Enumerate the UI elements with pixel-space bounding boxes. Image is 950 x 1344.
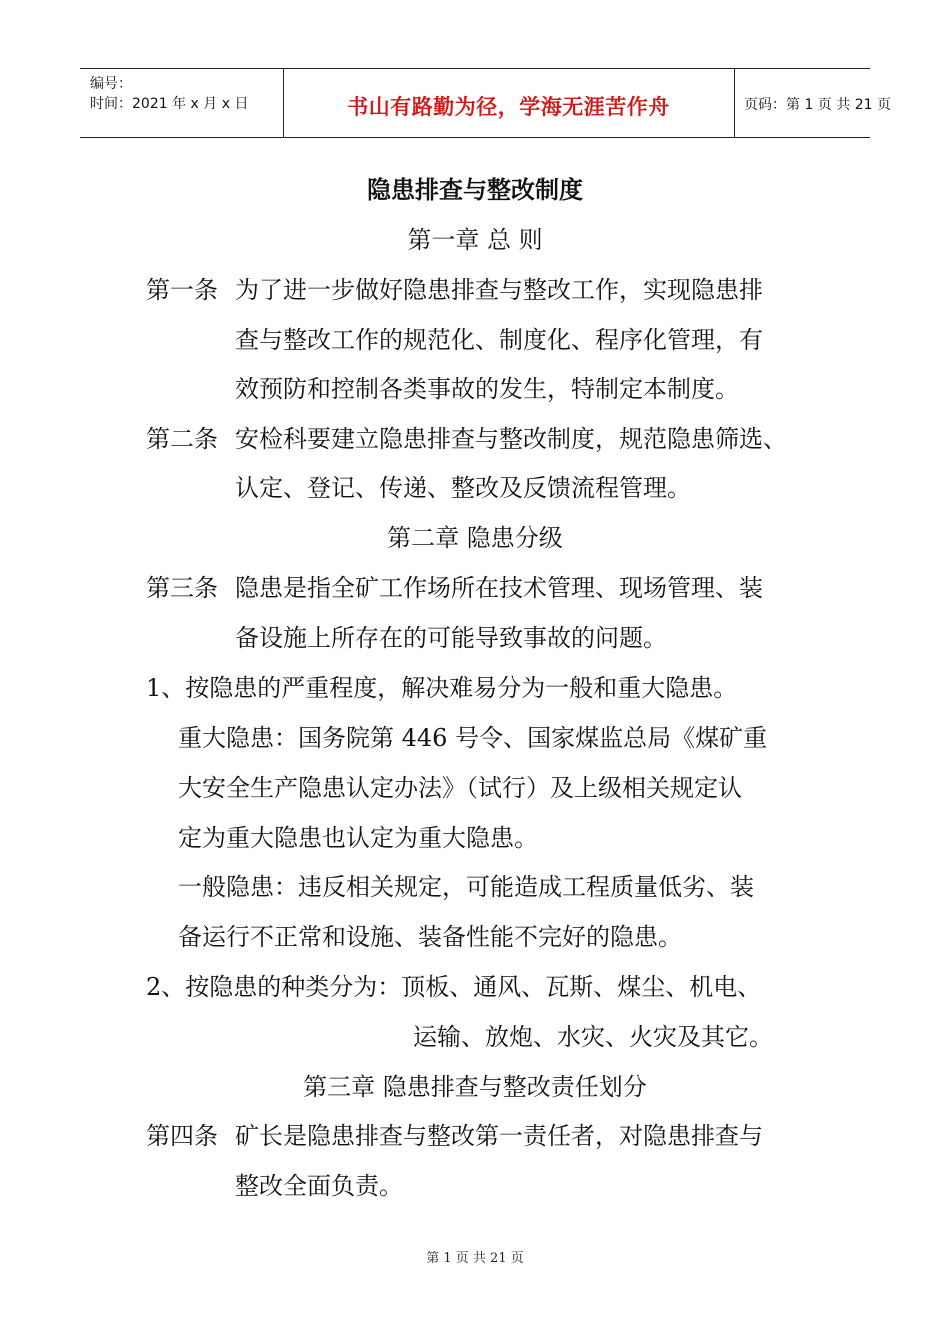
document-header (80, 68, 891, 138)
list-item-2-line-1: 2、按隐患的种类分为：顶板、通风、瓦斯、煤尘、机电、 (146, 973, 762, 1001)
article-1-line-2: 查与整改工作的规范化、制度化、程序化管理，有 (235, 326, 763, 354)
chapter-heading-2: 第二章 隐患分级 (387, 524, 563, 552)
header-left-cell (80, 69, 284, 137)
page-footer: 第 1 页 共 21 页 (426, 1251, 524, 1266)
list-item-1: 1、按隐患的严重程度，解决难易分为一般和重大隐患。 (146, 674, 738, 702)
general-hazard-line-2: 备运行不正常和设施、装备性能不完好的隐患。 (178, 923, 682, 951)
article-2-line-1: 安检科要建立隐患排查与整改制度，规范隐患筛选、 (235, 425, 787, 453)
article-label-4: 第四条 (146, 1122, 218, 1150)
major-hazard-line-3: 定为重大隐患也认定为重大隐患。 (178, 824, 538, 852)
article-4-line-2: 整改全面负责。 (235, 1172, 403, 1200)
article-1-line-3: 效预防和控制各类事故的发生，特制定本制度。 (235, 375, 739, 403)
header-motto: 书山有路勤为径，学海无涯苦作舟 (347, 95, 670, 119)
header-page-label: 页码：第 1 页 共 21 页 (744, 97, 891, 113)
major-hazard-line-1: 重大隐患：国务院第 446 号令、国家煤监总局《煤矿重 (178, 724, 768, 752)
article-label-1: 第一条 (146, 276, 218, 304)
document-number-label: 编号： (90, 76, 132, 92)
article-label-3: 第三条 (146, 574, 218, 602)
article-label-2: 第二条 (146, 425, 218, 453)
article-2-line-2: 认定、登记、传递、整改及反馈流程管理。 (235, 474, 691, 502)
major-hazard-line-2: 大安全生产隐患认定办法》（试行）及上级相关规定认 (178, 774, 742, 802)
chapter-heading-3: 第三章 隐患排查与整改责任划分 (303, 1073, 647, 1101)
header-right-cell (734, 69, 891, 137)
document-title: 隐患排查与整改制度 (367, 176, 583, 204)
article-1-line-1: 为了进一步做好隐患排查与整改工作，实现隐患排 (235, 276, 763, 304)
document-date-label: 时间：2021 年 x 月 x 日 (90, 96, 249, 112)
general-hazard-line-1: 一般隐患：违反相关规定，可能造成工程质量低劣、装 (178, 873, 754, 901)
article-3-line-2: 备设施上所存在的可能导致事故的问题。 (235, 624, 667, 652)
article-3-line-1: 隐患是指全矿工作场所在技术管理、现场管理、装 (235, 574, 763, 602)
header-middle-cell (283, 69, 735, 137)
article-4-line-1: 矿长是隐患排查与整改第一责任者，对隐患排查与 (235, 1122, 763, 1150)
list-item-2-line-2: 运输、放炮、水灾、火灾及其它。 (413, 1023, 773, 1051)
chapter-heading-1: 第一章 总 则 (407, 226, 543, 254)
